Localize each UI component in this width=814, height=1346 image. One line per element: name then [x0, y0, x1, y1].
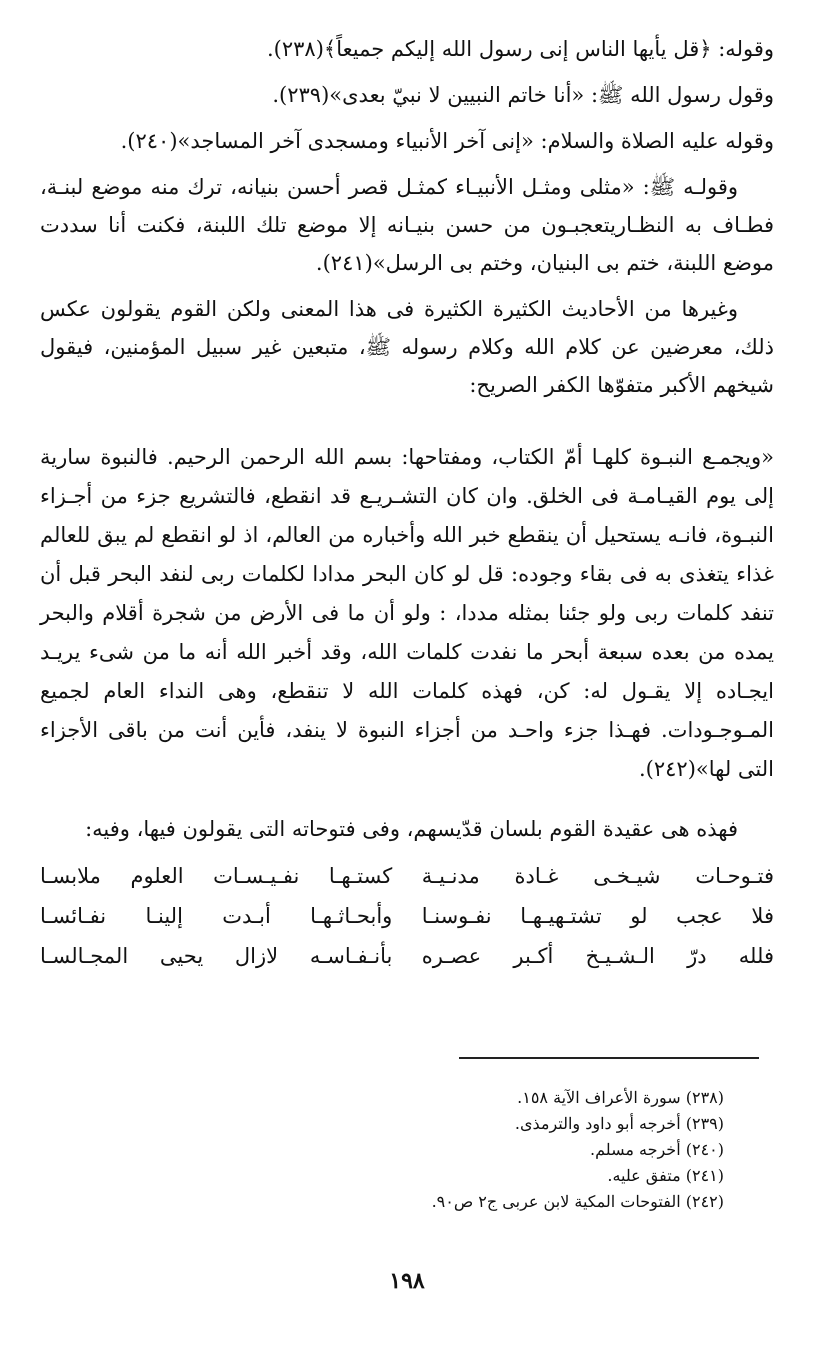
verses-intro: فهذه هى عقيدة القوم بلسان قدّيسهم، وفى فتوحاته التى يقولون فيها، وفيه:: [85, 817, 738, 841]
page-body: [40, 30, 774, 976]
verse-line: [40, 856, 774, 896]
footnote-242: (٢٤٢) الفتوحات المكية لابن عربى ج٢ ص٩٠.: [431, 1192, 724, 1211]
verse-first-hemistich: فلله درّ الـشـيـخ أكـبر عصـره: [421, 944, 774, 968]
paragraph-hadith-seal: وقول رسول الله ﷺ: «أنا خاتم النبيين لا نبيّ بعدى»(٢٣٩).: [272, 83, 774, 107]
footnote-240: (٢٤٠) أخرجه مسلم.: [590, 1140, 724, 1159]
footnotes: [124, 1085, 724, 1215]
footnote-239: (٢٣٩) أخرجه أبو داود والترمذى.: [514, 1114, 724, 1133]
poem-verses: [40, 856, 774, 976]
footnote-divider: [459, 1057, 759, 1059]
paragraph-hadith-brick: وقولـه ﷺ: «مثلى ومثـل الأنبيـاء كمثـل قصر أحسن بنيانه، ترك منه موضع لبنـة، فطـاف به النظـاريتعجبـون من حسن بنيـانه إلا موضع تلك اللبنة، فكنت أنا سددت موضع اللبنة، ختم بى البنيان، وختم بى الرسل»(٢٤١).: [40, 175, 774, 275]
footnote-241: (٢٤١) متفق عليه.: [607, 1166, 724, 1185]
paragraph-commentary: وغيرها من الأحاديث الكثيرة الكثيرة فى هذا المعنى ولكن القوم يقولون عكس ذلك، معرضين عن كلام الله وكلام رسوله ﷺ، متبعين غير سبيل المؤمنين، فيقول شيخهم الأكبر متفوّها الكفر الصريح:: [40, 297, 774, 397]
verse-second-hemistich: وأبحـاثـهـا أبـدت إلينـا نفـائسـا: [40, 904, 393, 928]
verse-first-hemistich: فلا عجب لو تشتـهيـهـا نفـوسنـا: [421, 904, 774, 928]
verse-first-hemistich: فتـوحـات شيـخـى غـادة مدنـيـة: [421, 864, 774, 888]
verse-line: [40, 936, 774, 976]
footnote-238: (٢٣٨) سورة الأعراف الآية ١٥٨.: [517, 1088, 724, 1107]
block-quote: «ويجمـع النبـوة كلهـا أمّ الكتاب، ومفتاحها: بسم الله الرحمن الرحيم. فالنبوة سارية إلى يوم القيـامـة فى الخلق. وان كان التشـريـع قد انقطع، فالتشريع جزء من أجـزاء النبـوة، فانـه يستحيل أن ينقطع خبر الله وأخباره من العالم، اذ لو انقطع لم يبق للعالم غذاء يتغذى به فى بقاء وجوده: قل لو كان البحر مدادا لكلمات ربى لنفد البحر قبل أن تنفد كلمات ربى ولو جئنا بمثله مددا، : ولو أن ما فى الأرض من شجرة أقلام والبحر يمده من بعده سبعة أبحر ما نفدت كلمات الله، وقد أخبر الله أنه ما من شىء يريـد ايجـاده إلا يقـول له: كن، فهذه كلمات الله لا تنقطع، وهى النداء العام لجميع المـوجـودات. فهـذا جزء واحـد من أجزاء النبوة لا ينفد، فأين أنت من باقى الأجزاء التى لها»(٢٤٢).: [40, 445, 774, 781]
paragraph-quran-quote: وقوله: ﴿قل يأيها الناس إنى رسول الله إليكم جميعاً﴾(٢٣٨).: [267, 37, 774, 61]
verse-second-hemistich: كستـهـا نفـيـسـات العلوم ملابسـا: [40, 864, 393, 888]
verse-line: [40, 896, 774, 936]
page-number: ١٩٨: [389, 1268, 425, 1294]
paragraph-hadith-last-prophet: وقوله عليه الصلاة والسلام: «إنى آخر الأنبياء ومسجدى آخر المساجد»(٢٤٠).: [120, 129, 774, 153]
verse-second-hemistich: بأنـفـاسـه لازال يحيى المجـالسـا: [40, 944, 393, 968]
